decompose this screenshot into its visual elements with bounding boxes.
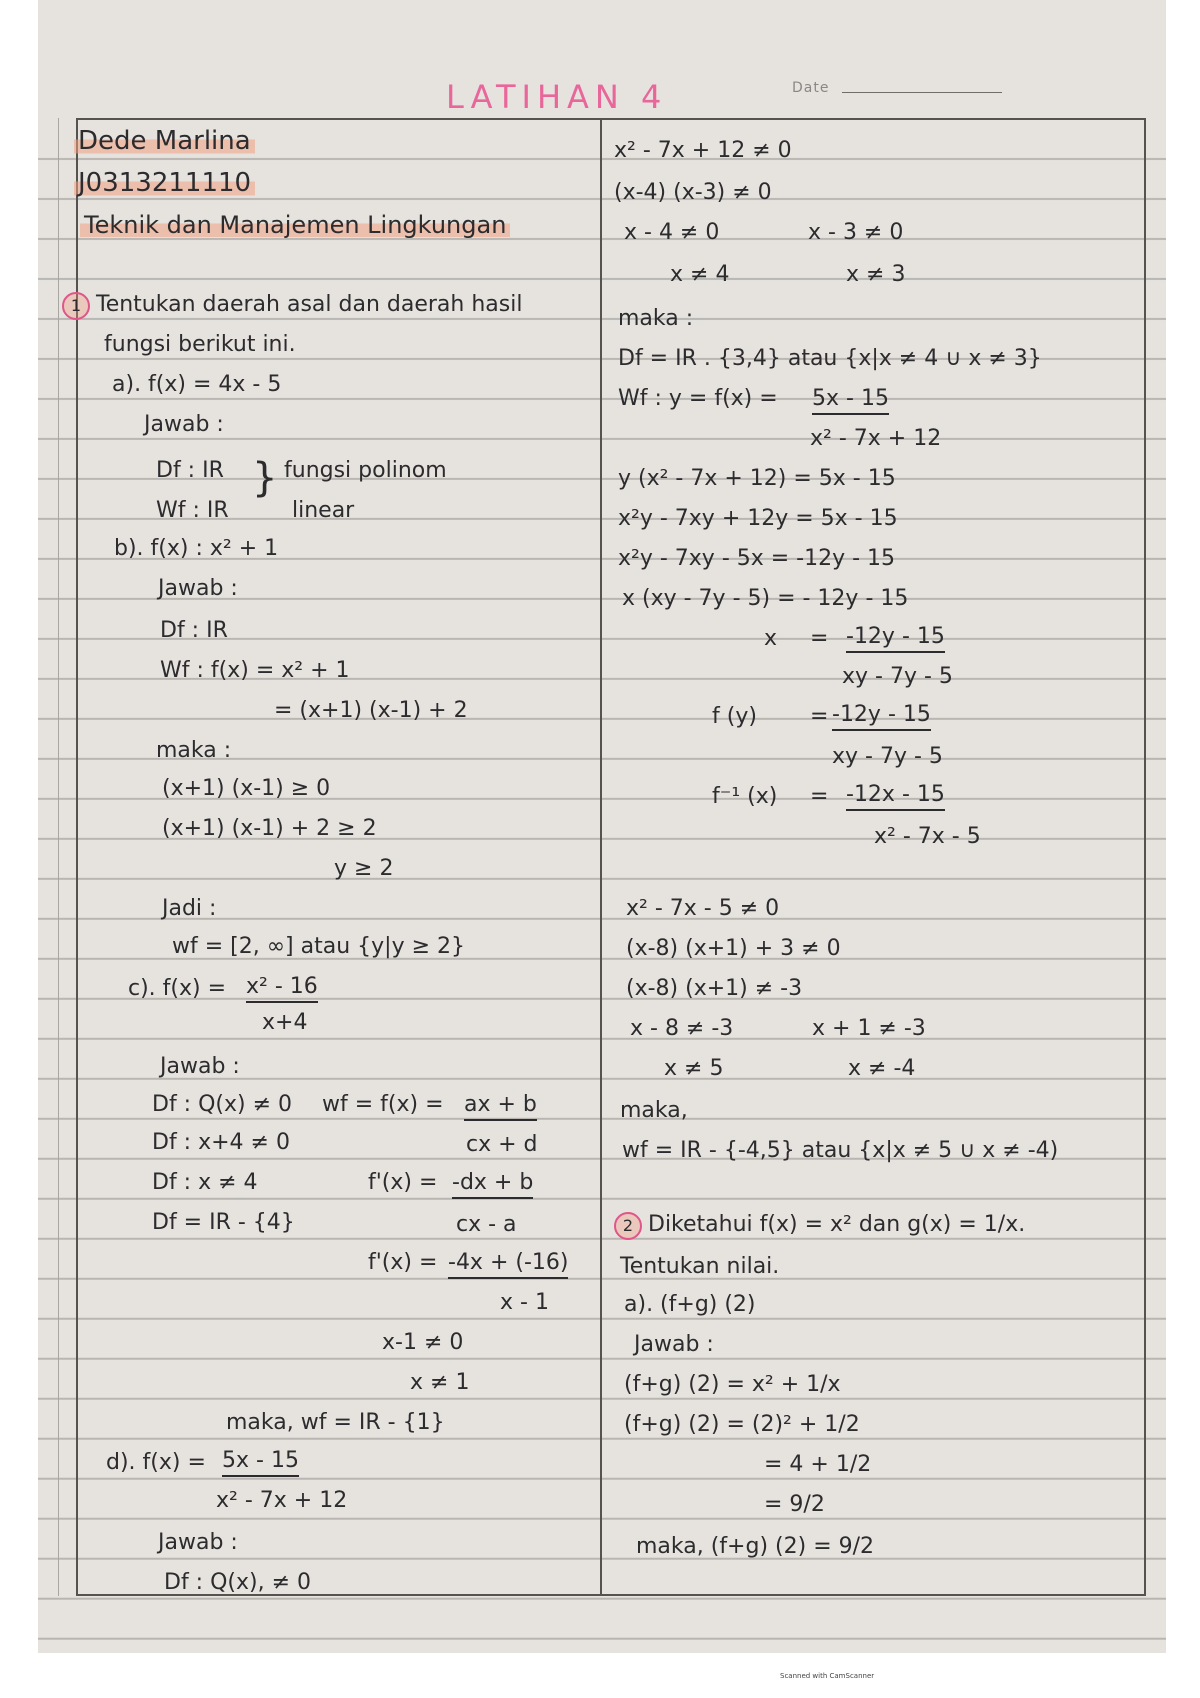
part-b-jawab: Jawab : xyxy=(158,576,238,601)
part-a-note1: fungsi polinom xyxy=(284,458,447,483)
right-line-9: x²y - 7xy + 12y = 5x - 15 xyxy=(618,506,898,531)
scanner-watermark: Scanned with CamScanner xyxy=(780,1672,875,1680)
part-c-inverse2-numerator: -4x + (-16) xyxy=(448,1252,568,1274)
right-line-7: Wf : y = f(x) = xyxy=(618,386,778,411)
right-line-6: Df = IR . {3,4} atau {x|x ≠ 4 ∪ x ≠ 3} xyxy=(618,346,1042,371)
question-number-badge: 2 xyxy=(614,1212,642,1240)
part-c-df4: Df = IR - {4} xyxy=(152,1210,295,1235)
right-line-27: (f+g) (2) = (2)² + 1/2 xyxy=(624,1412,860,1437)
part-a-jawab: Jawab : xyxy=(144,412,224,437)
part-d-jawab: Jawab : xyxy=(158,1530,238,1555)
right-line-17: (x-8) (x+1) ≠ -3 xyxy=(626,976,803,1001)
right-line-1: x² - 7x + 12 ≠ 0 xyxy=(614,138,792,163)
part-d-numerator: 5x - 15 xyxy=(222,1450,299,1472)
equals-sign: = xyxy=(810,704,829,729)
right-line-8: y (x² - 7x + 12) = 5x - 15 xyxy=(618,466,896,491)
right-line-18b: x + 1 ≠ -3 xyxy=(812,1016,926,1041)
right-line-29: = 9/2 xyxy=(764,1492,825,1517)
part-c-x1: x-1 ≠ 0 xyxy=(382,1330,464,1355)
right-line-30: maka, (f+g) (2) = 9/2 xyxy=(636,1534,875,1559)
right-line-4b: x ≠ 3 xyxy=(846,262,906,287)
right-line-3b: x - 3 ≠ 0 xyxy=(808,220,904,245)
student-name: Dede Marlina xyxy=(74,128,255,154)
right-line-5: maka : xyxy=(618,306,694,331)
right-line-20: maka, xyxy=(620,1098,688,1123)
part-b-ineq1: (x+1) (x-1) ≥ 0 xyxy=(162,776,331,801)
question-1-line1: 1 Tentukan daerah asal dan daerah hasil xyxy=(62,292,522,320)
study-program: Teknik dan Manajemen Lingkungan xyxy=(80,213,510,237)
right-line-16: (x-8) (x+1) + 3 ≠ 0 xyxy=(626,936,841,961)
right-line-23: Tentukan nilai. xyxy=(620,1254,780,1279)
part-d-df: Df : Q(x), ≠ 0 xyxy=(164,1570,311,1595)
right-line-19a: x ≠ 5 xyxy=(664,1056,724,1081)
part-c-maka: maka, wf = IR - {1} xyxy=(226,1410,445,1435)
part-b-jadi: Jadi : xyxy=(162,896,217,921)
part-a-note2: linear xyxy=(292,498,355,523)
equals-sign: = xyxy=(810,626,829,651)
student-id: J0313211110 xyxy=(74,170,255,196)
part-c-df1: Df : Q(x) ≠ 0 xyxy=(152,1092,293,1117)
right-line-14-lhs: f⁻¹ (x) xyxy=(712,784,778,809)
right-line-12-lhs: x xyxy=(764,626,778,651)
equals-sign: = xyxy=(810,784,829,809)
right-line-26: (f+g) (2) = x² + 1/x xyxy=(624,1372,841,1397)
part-c-inverse2-denominator: x - 1 xyxy=(500,1290,549,1315)
part-b-result: wf = [2, ∞] atau {y|y ≥ 2} xyxy=(172,934,466,959)
part-c-denominator: x+4 xyxy=(262,1010,308,1035)
part-c-label: c). f(x) = xyxy=(128,976,227,1001)
right-line-12-denominator: xy - 7y - 5 xyxy=(842,664,953,689)
right-line-25: Jawab : xyxy=(634,1332,714,1357)
part-a-wf: Wf : IR xyxy=(156,498,229,523)
right-line-24: a). (f+g) (2) xyxy=(624,1292,756,1317)
part-b-maka: maka : xyxy=(156,738,232,763)
right-line-3a: x - 4 ≠ 0 xyxy=(624,220,720,245)
right-line-21: wf = IR - {-4,5} atau {x|x ≠ 5 ∪ x ≠ -4) xyxy=(622,1138,1059,1163)
right-line-2: (x-4) (x-3) ≠ 0 xyxy=(614,180,772,205)
right-line-13-numerator: -12y - 15 xyxy=(832,704,931,726)
part-c-x2: x ≠ 1 xyxy=(410,1370,470,1395)
part-b-label: b). f(x) : x² + 1 xyxy=(114,536,279,561)
margin-line xyxy=(58,118,59,1596)
right-line-15: x² - 7x - 5 ≠ 0 xyxy=(626,896,780,921)
part-c-inverse-numerator: -dx + b xyxy=(452,1172,533,1194)
right-line-18a: x - 8 ≠ -3 xyxy=(630,1016,734,1041)
part-c-df2: Df : x+4 ≠ 0 xyxy=(152,1130,290,1155)
part-d-denominator: x² - 7x + 12 xyxy=(216,1488,348,1513)
part-c-inverse-denominator: cx - a xyxy=(456,1212,517,1237)
part-b-wf: Wf : f(x) = x² + 1 xyxy=(160,658,350,683)
right-line-14-numerator: -12x - 15 xyxy=(846,784,945,806)
brace-symbol: } xyxy=(252,455,278,501)
part-a-label: a). f(x) = 4x - 5 xyxy=(112,372,282,397)
part-b-df: Df : IR xyxy=(160,618,228,643)
column-divider xyxy=(600,118,602,1596)
right-line-19b: x ≠ -4 xyxy=(848,1056,916,1081)
part-c-wf1-denominator: cx + d xyxy=(466,1132,538,1157)
question-number-badge: 1 xyxy=(62,292,90,320)
part-c-wf1-numerator: ax + b xyxy=(464,1094,537,1116)
right-line-4a: x ≠ 4 xyxy=(670,262,730,287)
part-c-inverse: f'(x) = xyxy=(368,1170,438,1195)
part-b-ineq2: (x+1) (x-1) + 2 ≥ 2 xyxy=(162,816,377,841)
right-line-7-numerator: 5x - 15 xyxy=(812,388,889,410)
part-a-df: Df : IR xyxy=(156,458,224,483)
date-label: Date xyxy=(792,80,830,96)
question-1-line2: fungsi berikut ini. xyxy=(104,332,296,357)
part-c-jawab: Jawab : xyxy=(160,1054,240,1079)
part-b-ineq3: y ≥ 2 xyxy=(334,856,394,881)
page-title: LATIHAN 4 xyxy=(446,78,668,116)
question-2-line: 2 Diketahui f(x) = x² dan g(x) = 1/x. xyxy=(614,1212,1025,1240)
part-c-inverse2: f'(x) = xyxy=(368,1250,438,1275)
right-line-13-denominator: xy - 7y - 5 xyxy=(832,744,943,769)
date-line xyxy=(842,92,1002,93)
right-line-13-lhs: f (y) xyxy=(712,704,757,729)
right-line-7-denominator: x² - 7x + 12 xyxy=(810,426,942,451)
right-line-28: = 4 + 1/2 xyxy=(764,1452,872,1477)
right-line-12-numerator: -12y - 15 xyxy=(846,626,945,648)
part-c-wf1: wf = f(x) = xyxy=(322,1092,444,1117)
right-line-10: x²y - 7xy - 5x = -12y - 15 xyxy=(618,546,896,571)
part-c-numerator: x² - 16 xyxy=(246,976,318,998)
part-b-wf2: = (x+1) (x-1) + 2 xyxy=(274,698,468,723)
right-line-11: x (xy - 7y - 5) = - 12y - 15 xyxy=(622,586,909,611)
part-d-label: d). f(x) = xyxy=(106,1450,206,1475)
part-c-df3: Df : x ≠ 4 xyxy=(152,1170,258,1195)
right-line-14-denominator: x² - 7x - 5 xyxy=(874,824,981,849)
